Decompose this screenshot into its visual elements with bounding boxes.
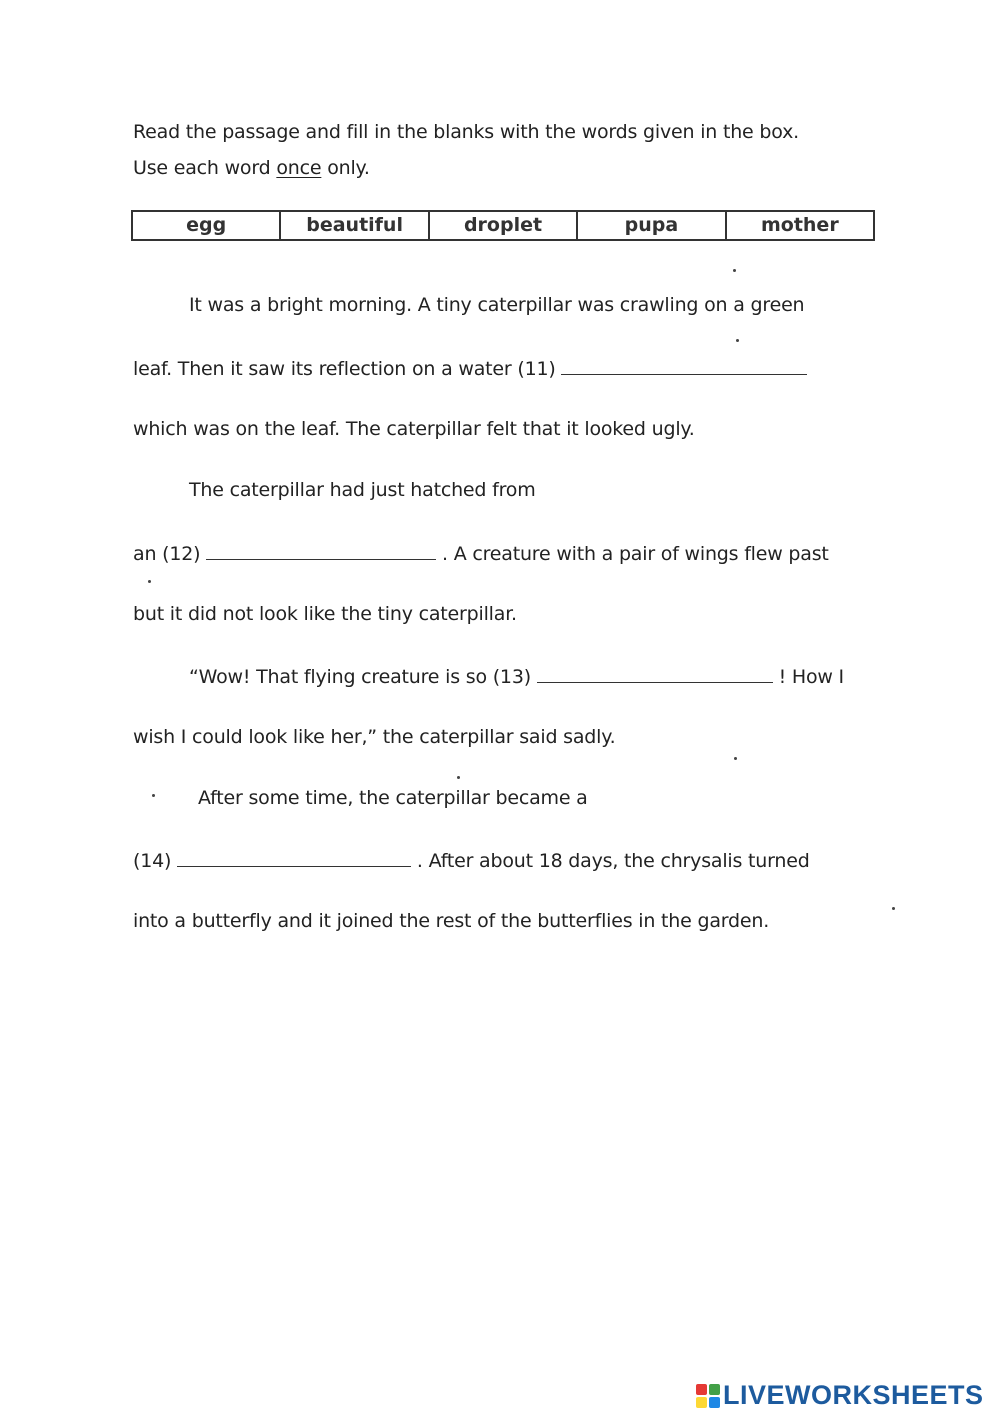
- passage-text: an (12): [133, 543, 201, 565]
- logo-square: [696, 1384, 707, 1395]
- blank-11-input[interactable]: [561, 356, 807, 375]
- word-bank-item: egg: [133, 212, 281, 239]
- passage-line: It was a bright morning. A tiny caterpillar was crawling on a green: [189, 294, 805, 316]
- instructions-emphasis: once: [276, 157, 322, 179]
- passage-text: leaf. Then it saw its reflection on a water (11): [133, 358, 556, 380]
- passage-line: The caterpillar had just hatched from: [189, 479, 536, 501]
- scan-speck: [734, 757, 737, 760]
- passage-text: ! How I: [778, 666, 844, 688]
- word-bank-item: droplet: [430, 212, 578, 239]
- passage-line: which was on the leaf. The caterpillar felt that it looked ugly.: [133, 418, 695, 440]
- liveworksheets-logo-icon: [696, 1384, 720, 1408]
- passage-text: . A creature with a pair of wings flew past: [442, 543, 829, 565]
- passage-line: [133, 541, 829, 565]
- word-bank-item: beautiful: [281, 212, 429, 239]
- passage-line: into a butterfly and it joined the rest of the butterflies in the garden.: [133, 910, 770, 932]
- blank-12-input[interactable]: [206, 541, 436, 560]
- passage-line: [133, 356, 807, 380]
- passage-line: After some time, the caterpillar became a: [198, 787, 588, 809]
- scan-speck: [152, 794, 155, 797]
- brand-name: LIVEWORKSHEETS: [723, 1380, 984, 1410]
- passage-text: . After about 18 days, the chrysalis turned: [416, 850, 810, 872]
- scan-speck: [892, 907, 895, 910]
- liveworksheets-logo[interactable]: [696, 1380, 984, 1411]
- instructions-text: Use each word: [133, 157, 277, 179]
- instructions-line-1: Read the passage and fill in the blanks with the words given in the box.: [133, 121, 799, 143]
- passage-line: wish I could look like her,” the caterpillar said sadly.: [133, 726, 616, 748]
- logo-square: [696, 1397, 707, 1408]
- passage-text: “Wow! That flying creature is so (13): [189, 666, 531, 688]
- logo-square: [709, 1384, 720, 1395]
- passage-line: but it did not look like the tiny caterpillar.: [133, 603, 517, 625]
- word-bank-item: mother: [760, 214, 839, 236]
- instructions-text-end: only.: [321, 157, 370, 179]
- scan-speck: [148, 580, 151, 583]
- word-bank: [131, 210, 875, 241]
- logo-square: [709, 1397, 720, 1408]
- scan-speck: [733, 269, 736, 272]
- blank-14-input[interactable]: [177, 848, 411, 867]
- scan-speck: [457, 776, 460, 779]
- blank-13-input[interactable]: [537, 664, 773, 683]
- passage-line: [189, 664, 844, 688]
- word-bank-item: pupa: [578, 212, 726, 239]
- passage-text: (14): [133, 850, 172, 872]
- scan-speck: [736, 339, 739, 342]
- passage-line: [133, 848, 810, 872]
- instructions-line-2: [133, 157, 370, 179]
